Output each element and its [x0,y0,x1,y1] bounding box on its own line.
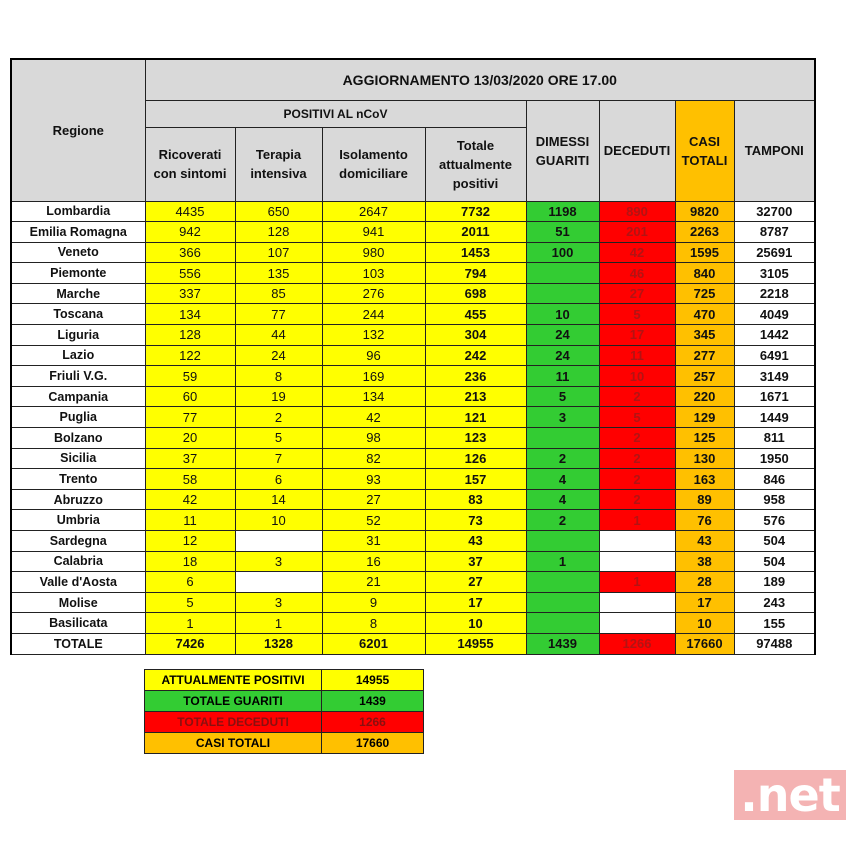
cell-totale-positivi: 304 [425,325,526,346]
cell-deceduti: 46 [599,263,675,284]
summary-table [144,669,424,754]
table-row [11,222,815,243]
cell-deceduti [599,592,675,613]
cell-terapia: 7 [235,448,322,469]
cell-deceduti: 27 [599,283,675,304]
cell-terapia [235,531,322,552]
cell-regione: Liguria [11,325,145,346]
cell-isolamento: 103 [322,263,425,284]
table-row [11,366,815,387]
cell-deceduti: 1 [599,510,675,531]
cell-casi: 257 [675,366,734,387]
cell-totale-positivi: 213 [425,386,526,407]
cell-tamponi: 97488 [734,633,815,654]
cell-terapia: 2 [235,407,322,428]
cell-terapia: 107 [235,242,322,263]
cell-ricoverati: 337 [145,283,235,304]
cell-deceduti: 2 [599,489,675,510]
cell-regione: Bolzano [11,428,145,449]
cell-dimessi [526,263,599,284]
table-row [11,345,815,366]
cell-tamponi: 6491 [734,345,815,366]
table-row [11,428,815,449]
cell-isolamento: 21 [322,572,425,593]
cell-ricoverati: 122 [145,345,235,366]
cell-regione: Trento [11,469,145,490]
cell-dimessi [526,592,599,613]
cell-regione: Emilia Romagna [11,222,145,243]
cell-terapia: 19 [235,386,322,407]
cell-isolamento: 8 [322,613,425,634]
cell-regione: Friuli V.G. [11,366,145,387]
cell-deceduti: 1266 [599,633,675,654]
cell-totale-positivi: 1453 [425,242,526,263]
cell-casi: 125 [675,428,734,449]
cell-tamponi: 3149 [734,366,815,387]
table-row [11,325,815,346]
cell-tamponi: 32700 [734,201,815,222]
cell-isolamento: 2647 [322,201,425,222]
cell-tamponi: 504 [734,531,815,552]
header-terapia-intensiva: Terapia intensiva [235,127,322,201]
cell-dimessi [526,428,599,449]
table-row [11,531,815,552]
cell-terapia: 14 [235,489,322,510]
cell-isolamento: 941 [322,222,425,243]
cell-ricoverati: 7426 [145,633,235,654]
cell-isolamento: 6201 [322,633,425,654]
cell-totale-positivi: 121 [425,407,526,428]
cell-isolamento: 244 [322,304,425,325]
cell-deceduti: 201 [599,222,675,243]
cell-isolamento: 134 [322,386,425,407]
table-row [11,469,815,490]
cell-deceduti [599,551,675,572]
cell-terapia: 77 [235,304,322,325]
covid-data-table [10,58,816,655]
cell-tamponi: 846 [734,469,815,490]
cell-tamponi: 1950 [734,448,815,469]
cell-ricoverati: 42 [145,489,235,510]
cell-deceduti: 5 [599,304,675,325]
cell-tamponi: 2218 [734,283,815,304]
watermark-logo: .net [734,770,846,820]
cell-ricoverati: 128 [145,325,235,346]
cell-ricoverati: 77 [145,407,235,428]
cell-deceduti: 42 [599,242,675,263]
cell-ricoverati: 5 [145,592,235,613]
cell-isolamento: 9 [322,592,425,613]
cell-casi: 10 [675,613,734,634]
summary-row [145,733,424,754]
cell-regione: Basilicata [11,613,145,634]
cell-ricoverati: 18 [145,551,235,572]
cell-dimessi: 100 [526,242,599,263]
cell-deceduti: 2 [599,448,675,469]
cell-isolamento: 169 [322,366,425,387]
cell-isolamento: 98 [322,428,425,449]
cell-tamponi: 25691 [734,242,815,263]
cell-casi: 2263 [675,222,734,243]
cell-isolamento: 31 [322,531,425,552]
cell-totale-positivi: 123 [425,428,526,449]
cell-regione: Umbria [11,510,145,531]
cell-deceduti: 890 [599,201,675,222]
cell-totale-positivi: 455 [425,304,526,325]
cell-dimessi: 4 [526,469,599,490]
cell-regione: Toscana [11,304,145,325]
cell-isolamento: 27 [322,489,425,510]
cell-tamponi: 189 [734,572,815,593]
cell-deceduti [599,531,675,552]
cell-deceduti: 11 [599,345,675,366]
table-row [11,572,815,593]
cell-dimessi: 2 [526,448,599,469]
cell-tamponi: 243 [734,592,815,613]
cell-terapia: 1 [235,613,322,634]
header-positivi-group: POSITIVI AL nCoV [145,100,526,127]
cell-isolamento: 96 [322,345,425,366]
summary-label: TOTALE DECEDUTI [145,712,322,733]
summary-value: 1266 [322,712,424,733]
table-row [11,448,815,469]
cell-casi: 470 [675,304,734,325]
summary-value: 14955 [322,670,424,691]
header-ricoverati: Ricoverati con sintomi [145,127,235,201]
cell-terapia: 650 [235,201,322,222]
summary-label: CASI TOTALI [145,733,322,754]
cell-isolamento: 16 [322,551,425,572]
cell-casi: 9820 [675,201,734,222]
cell-casi: 1595 [675,242,734,263]
cell-regione: Sardegna [11,531,145,552]
cell-totale-positivi: 242 [425,345,526,366]
cell-totale-positivi: 236 [425,366,526,387]
cell-ricoverati: 942 [145,222,235,243]
cell-dimessi [526,531,599,552]
cell-terapia: 135 [235,263,322,284]
cell-regione: Sicilia [11,448,145,469]
cell-dimessi: 10 [526,304,599,325]
table-row [11,489,815,510]
cell-totale-positivi: 157 [425,469,526,490]
cell-casi: 38 [675,551,734,572]
table-row [11,201,815,222]
cell-totale-positivi: 2011 [425,222,526,243]
summary-row [145,670,424,691]
cell-tamponi: 155 [734,613,815,634]
cell-casi: 220 [675,386,734,407]
cell-totale-positivi: 126 [425,448,526,469]
cell-regione: Lombardia [11,201,145,222]
cell-tamponi: 8787 [734,222,815,243]
cell-isolamento: 980 [322,242,425,263]
table-row [11,304,815,325]
cell-totale-positivi: 698 [425,283,526,304]
cell-terapia: 1328 [235,633,322,654]
cell-terapia: 44 [235,325,322,346]
cell-regione: Veneto [11,242,145,263]
cell-ricoverati: 12 [145,531,235,552]
cell-terapia: 85 [235,283,322,304]
cell-regione: Valle d'Aosta [11,572,145,593]
table-row [11,592,815,613]
header-totale-positivi: Totale attualmente positivi [425,127,526,201]
cell-totale-positivi: 17 [425,592,526,613]
header-deceduti: DECEDUTI [599,100,675,201]
cell-regione: Molise [11,592,145,613]
cell-totale-positivi: 27 [425,572,526,593]
cell-totale-positivi: 37 [425,551,526,572]
cell-ricoverati: 11 [145,510,235,531]
header-tamponi: TAMPONI [734,100,815,201]
cell-tamponi: 1449 [734,407,815,428]
table-row [11,263,815,284]
table-row [11,407,815,428]
cell-tamponi: 1671 [734,386,815,407]
cell-dimessi: 5 [526,386,599,407]
cell-regione: TOTALE [11,633,145,654]
cell-tamponi: 504 [734,551,815,572]
cell-tamponi: 1442 [734,325,815,346]
cell-deceduti: 2 [599,469,675,490]
cell-isolamento: 93 [322,469,425,490]
cell-terapia: 128 [235,222,322,243]
cell-isolamento: 52 [322,510,425,531]
cell-tamponi: 958 [734,489,815,510]
table-row [11,386,815,407]
cell-dimessi [526,283,599,304]
cell-regione: Piemonte [11,263,145,284]
cell-casi: 277 [675,345,734,366]
table-row [11,551,815,572]
cell-totale-positivi: 83 [425,489,526,510]
cell-tamponi: 4049 [734,304,815,325]
cell-isolamento: 132 [322,325,425,346]
cell-dimessi: 3 [526,407,599,428]
cell-dimessi [526,572,599,593]
summary-value: 17660 [322,733,424,754]
cell-terapia: 5 [235,428,322,449]
cell-terapia: 10 [235,510,322,531]
cell-terapia: 8 [235,366,322,387]
cell-totale-positivi: 10 [425,613,526,634]
table-row [11,242,815,263]
cell-regione: Campania [11,386,145,407]
summary-value: 1439 [322,691,424,712]
header-dimessi-guariti: DIMESSI GUARITI [526,100,599,201]
summary-row [145,691,424,712]
summary-row [145,712,424,733]
cell-ricoverati: 4435 [145,201,235,222]
cell-regione: Abruzzo [11,489,145,510]
cell-terapia: 3 [235,551,322,572]
cell-terapia: 3 [235,592,322,613]
cell-terapia [235,572,322,593]
cell-deceduti [599,613,675,634]
cell-tamponi: 3105 [734,263,815,284]
cell-casi: 130 [675,448,734,469]
cell-ricoverati: 6 [145,572,235,593]
cell-regione: Lazio [11,345,145,366]
cell-ricoverati: 60 [145,386,235,407]
cell-dimessi: 51 [526,222,599,243]
cell-isolamento: 42 [322,407,425,428]
cell-dimessi [526,613,599,634]
cell-terapia: 24 [235,345,322,366]
cell-casi: 345 [675,325,734,346]
cell-regione: Marche [11,283,145,304]
cell-regione: Calabria [11,551,145,572]
cell-ricoverati: 134 [145,304,235,325]
summary-label: ATTUALMENTE POSITIVI [145,670,322,691]
cell-dimessi: 24 [526,325,599,346]
cell-casi: 725 [675,283,734,304]
cell-casi: 17 [675,592,734,613]
cell-deceduti: 10 [599,366,675,387]
cell-totale-positivi: 73 [425,510,526,531]
cell-dimessi: 24 [526,345,599,366]
cell-ricoverati: 556 [145,263,235,284]
cell-deceduti: 1 [599,572,675,593]
cell-ricoverati: 37 [145,448,235,469]
update-title: AGGIORNAMENTO 13/03/2020 ORE 17.00 [145,59,815,100]
total-row [11,633,815,654]
cell-casi: 89 [675,489,734,510]
cell-tamponi: 811 [734,428,815,449]
header-casi-totali: CASI TOTALI [675,100,734,201]
cell-isolamento: 82 [322,448,425,469]
cell-totale-positivi: 14955 [425,633,526,654]
cell-casi: 163 [675,469,734,490]
cell-ricoverati: 59 [145,366,235,387]
table-row [11,613,815,634]
cell-dimessi: 1198 [526,201,599,222]
cell-ricoverati: 20 [145,428,235,449]
cell-casi: 76 [675,510,734,531]
cell-casi: 17660 [675,633,734,654]
cell-totale-positivi: 7732 [425,201,526,222]
cell-ricoverati: 58 [145,469,235,490]
cell-deceduti: 5 [599,407,675,428]
cell-ricoverati: 1 [145,613,235,634]
cell-isolamento: 276 [322,283,425,304]
cell-ricoverati: 366 [145,242,235,263]
table-row [11,510,815,531]
cell-dimessi: 1439 [526,633,599,654]
cell-casi: 840 [675,263,734,284]
table-row [11,283,815,304]
cell-deceduti: 2 [599,386,675,407]
cell-totale-positivi: 43 [425,531,526,552]
cell-regione: Puglia [11,407,145,428]
cell-casi: 43 [675,531,734,552]
cell-casi: 28 [675,572,734,593]
cell-deceduti: 2 [599,428,675,449]
cell-dimessi: 1 [526,551,599,572]
header-regione: Regione [11,59,145,201]
cell-tamponi: 576 [734,510,815,531]
cell-dimessi: 11 [526,366,599,387]
cell-totale-positivi: 794 [425,263,526,284]
cell-dimessi: 2 [526,510,599,531]
summary-label: TOTALE GUARITI [145,691,322,712]
cell-terapia: 6 [235,469,322,490]
cell-deceduti: 17 [599,325,675,346]
header-isolamento: Isolamento domiciliare [322,127,425,201]
cell-dimessi: 4 [526,489,599,510]
cell-casi: 129 [675,407,734,428]
